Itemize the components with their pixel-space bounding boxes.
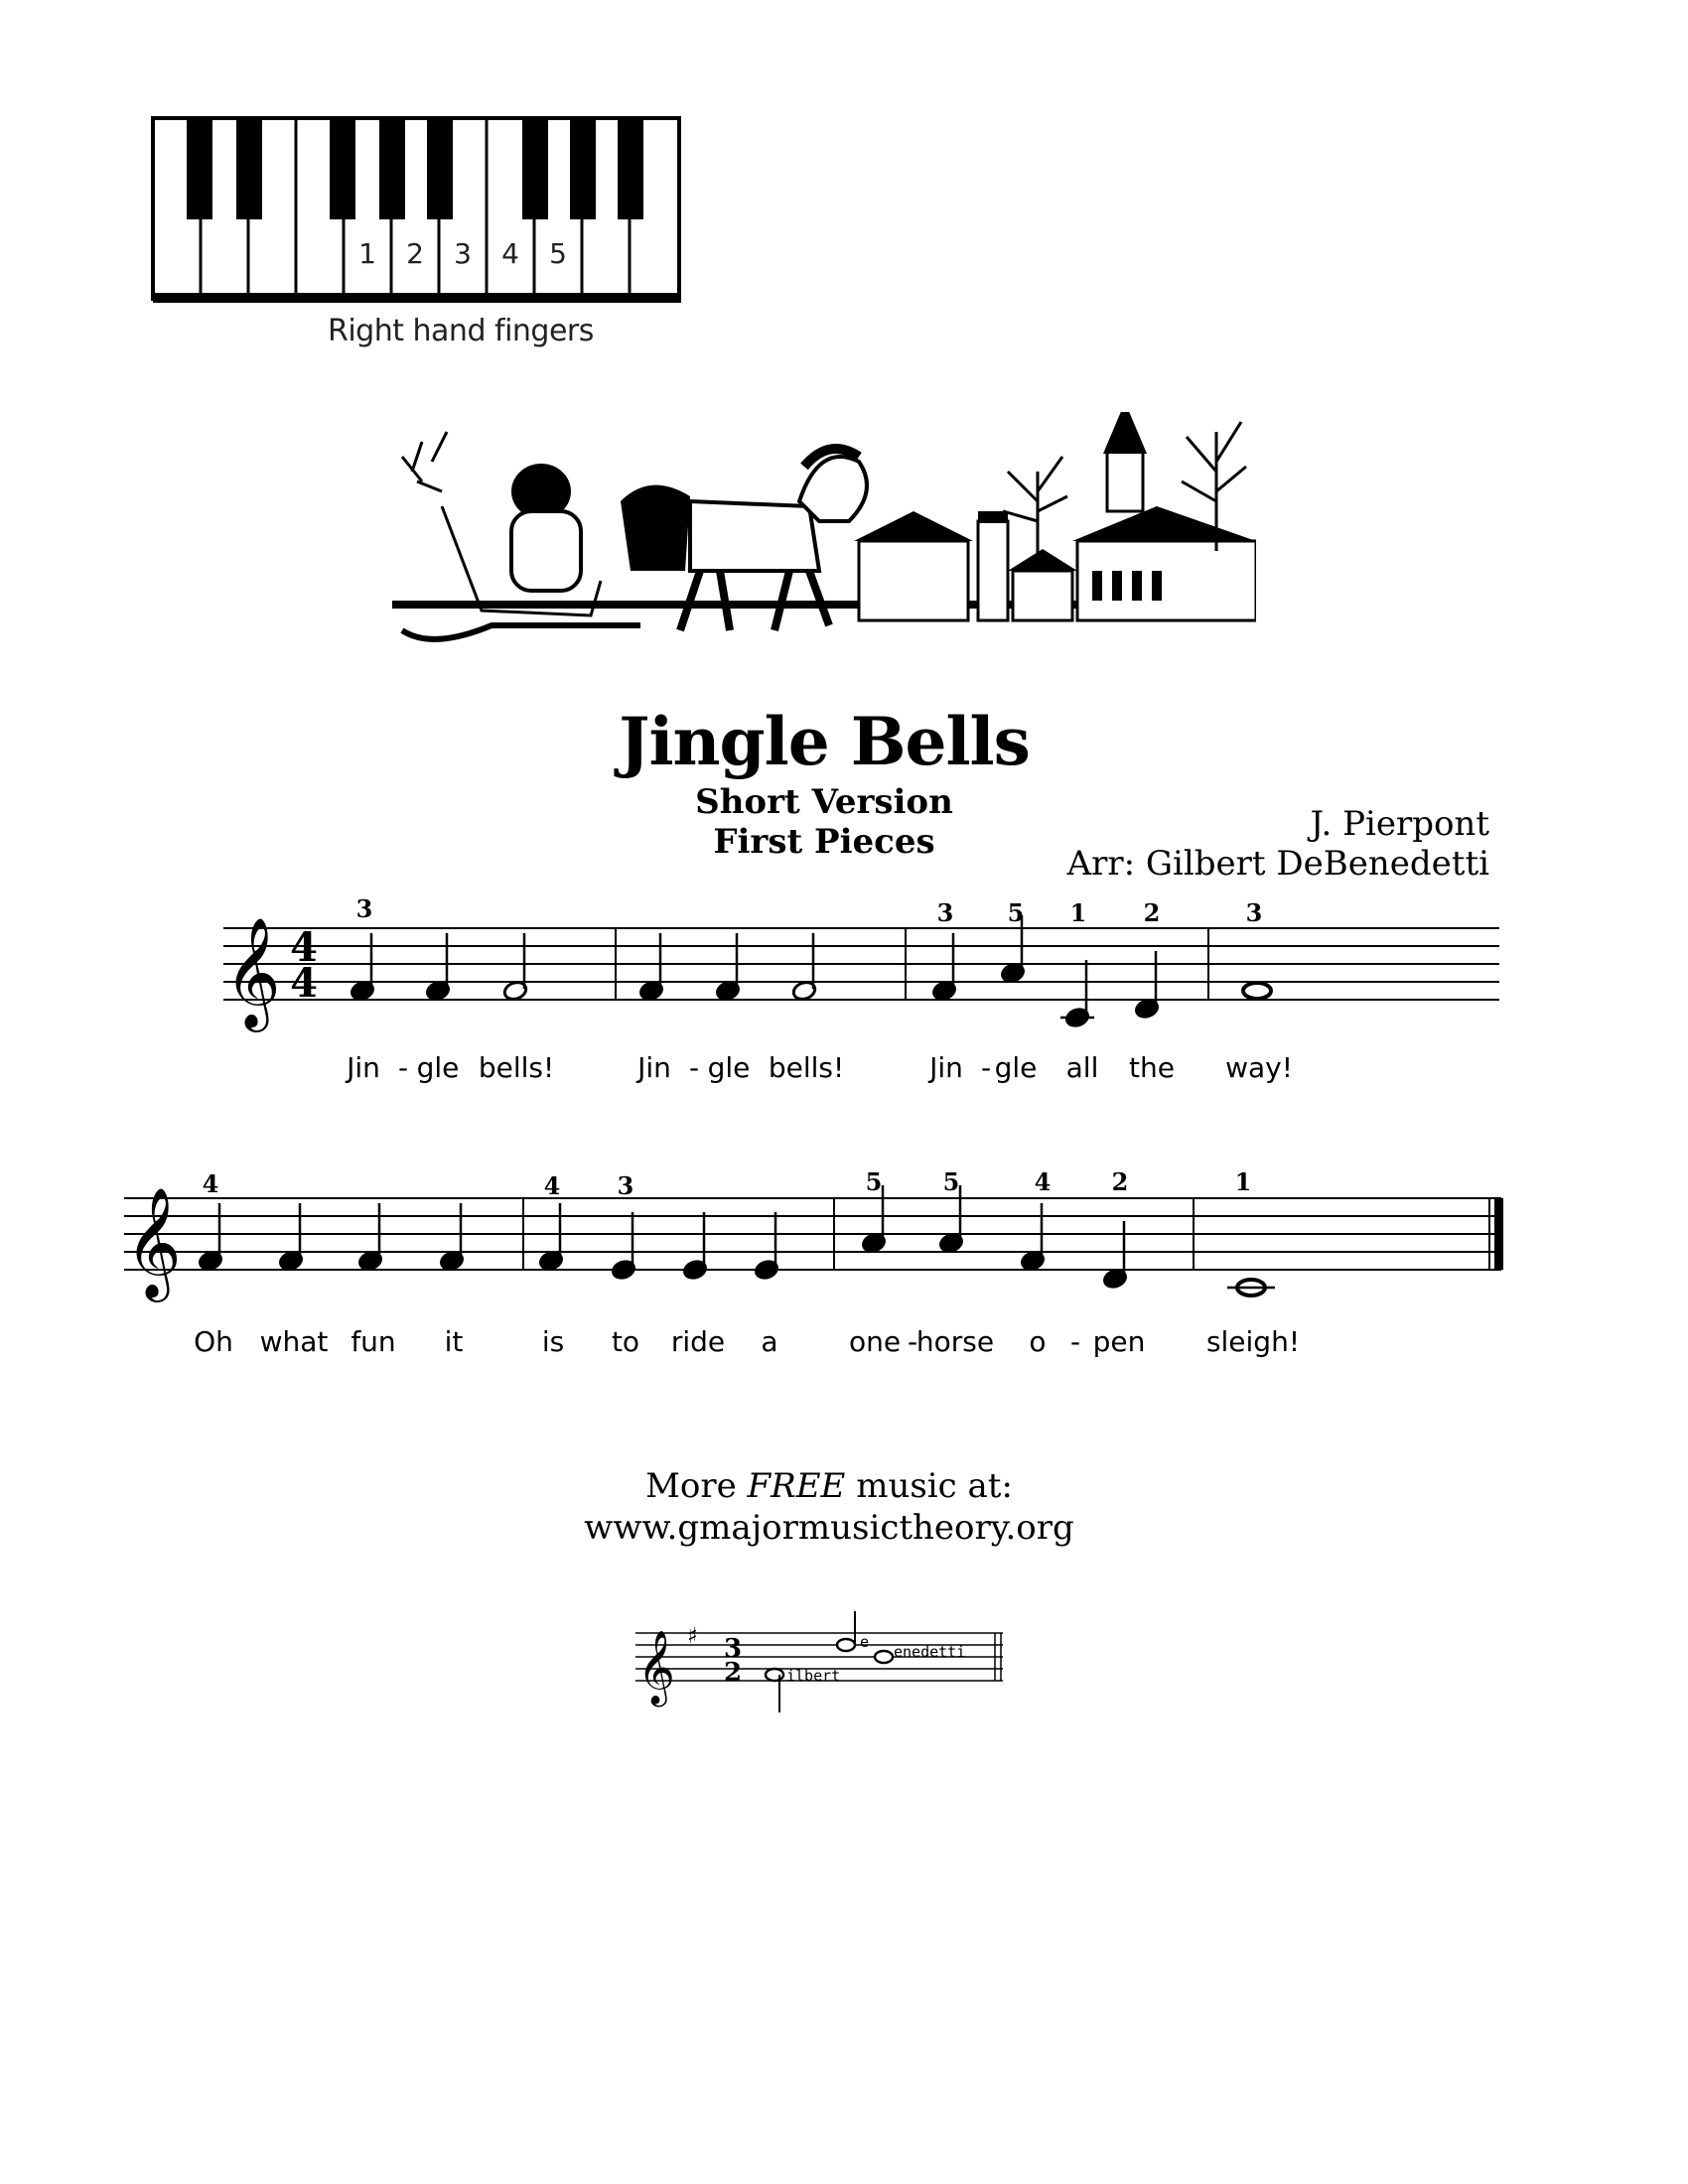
lyric-syllable: Oh xyxy=(194,1325,233,1358)
arranger: Arr: Gilbert DeBenedetti xyxy=(1066,844,1489,884)
lyric-syllable: Jin xyxy=(347,1051,380,1084)
note-d xyxy=(1134,998,1160,1021)
note-e-half xyxy=(502,980,528,1003)
gilbert-debenedetti-logo xyxy=(635,1603,1013,1722)
horse-rear xyxy=(621,485,690,571)
fingering: 3 xyxy=(1245,898,1263,927)
fingering: 5 xyxy=(942,1167,960,1196)
note-e xyxy=(931,980,957,1003)
fingering: 4 xyxy=(1034,1167,1052,1196)
footer-promo-line xyxy=(0,1466,1658,1506)
lyric-syllable: a xyxy=(761,1325,778,1358)
staff-system-1 xyxy=(223,928,1499,1000)
fingering: 4 xyxy=(543,1171,561,1200)
logo-word-de: e xyxy=(860,1633,870,1651)
finger-number-5: 5 xyxy=(549,237,567,270)
lyric-syllable: bells! xyxy=(478,1051,555,1084)
fingering: 1 xyxy=(1234,1167,1252,1196)
lyric-hyphen: - xyxy=(688,1051,700,1084)
treble-clef-icon: 𝄞 xyxy=(125,1186,182,1297)
composer: J. Pierpont xyxy=(1310,804,1489,844)
logo-time-signature-bottom: 2 xyxy=(723,1658,743,1688)
lyric-syllable: the xyxy=(1129,1051,1175,1084)
fingering: 5 xyxy=(1007,898,1025,927)
logo-note-d xyxy=(837,1639,855,1651)
fingering: 1 xyxy=(1069,898,1087,927)
rider-body xyxy=(511,511,581,591)
lyric-syllable: gle xyxy=(707,1051,751,1084)
note-g xyxy=(938,1232,964,1255)
logo-time-signature-top: 3 xyxy=(723,1634,743,1664)
notes-system-2 xyxy=(198,1185,1275,1296)
note-e-whole xyxy=(1243,983,1271,999)
logo-word-benedetti: enedetti xyxy=(894,1643,966,1661)
lyric-syllable: Jin xyxy=(929,1051,963,1084)
note-f xyxy=(538,1250,564,1273)
note-d xyxy=(1102,1268,1128,1291)
song-title: Jingle Bells xyxy=(619,703,1030,780)
note-e xyxy=(350,980,375,1003)
lyric-syllable: Jin xyxy=(637,1051,671,1084)
note-e xyxy=(425,980,451,1003)
lyric-syllable: all xyxy=(1065,1051,1099,1084)
sleigh-runner xyxy=(402,625,640,639)
fingering: 5 xyxy=(865,1167,883,1196)
logo-note-g xyxy=(766,1669,783,1681)
lyric-hyphen: - xyxy=(397,1051,409,1084)
song-subtitle-series: First Pieces xyxy=(713,822,935,862)
footer-website-link[interactable]: www.gmajormusictheory.org xyxy=(584,1508,1074,1548)
lyric-syllable: what xyxy=(259,1325,329,1358)
lyric-syllable: bells! xyxy=(768,1051,845,1084)
time-signature-top: 4 xyxy=(290,924,318,971)
lyric-syllable: gle xyxy=(994,1051,1038,1084)
lyric-hyphen: - xyxy=(907,1325,918,1358)
lyric-syllable: o xyxy=(1029,1325,1047,1358)
staff-system-2 xyxy=(124,1198,1501,1270)
lyric-syllable: is xyxy=(541,1325,565,1358)
lyric-hyphen: - xyxy=(1069,1325,1081,1358)
note-c xyxy=(1064,1007,1090,1029)
lyric-syllable: way! xyxy=(1225,1051,1293,1084)
finger-number-3: 3 xyxy=(454,237,472,270)
fingering: 2 xyxy=(1111,1167,1129,1196)
note-f xyxy=(1020,1250,1046,1273)
note-g xyxy=(861,1232,887,1255)
note-f xyxy=(439,1250,465,1273)
finger-number-4: 4 xyxy=(501,237,519,270)
lyric-syllable: horse xyxy=(915,1325,995,1358)
fingering: 3 xyxy=(936,898,954,927)
footer-text-pre: More xyxy=(645,1466,748,1506)
treble-clef-icon: 𝄞 xyxy=(224,916,281,1027)
lyric-syllable: one xyxy=(848,1325,902,1358)
note-e xyxy=(638,980,664,1003)
treble-clef-icon: 𝄞 xyxy=(637,1631,675,1705)
fingering: 2 xyxy=(1143,898,1161,927)
logo-note-b xyxy=(875,1651,893,1663)
note-e xyxy=(682,1259,708,1282)
lyric-syllable: to xyxy=(611,1325,640,1358)
lyric-syllable: gle xyxy=(416,1051,460,1084)
notes-system-1 xyxy=(350,915,1271,1028)
finger-number-1: 1 xyxy=(358,237,376,270)
piano-keyboard-diagram xyxy=(149,114,685,305)
note-e xyxy=(611,1259,636,1282)
left-tree-branches xyxy=(402,432,447,491)
sharp-icon: ♯ xyxy=(687,1624,698,1649)
note-f xyxy=(198,1250,223,1273)
logo-word-gilbert: ilbert xyxy=(786,1667,841,1685)
note-g xyxy=(1000,962,1026,985)
fingering: 4 xyxy=(202,1169,219,1198)
lyric-syllable: ride xyxy=(670,1325,726,1358)
lyric-syllable: it xyxy=(444,1325,464,1358)
final-barline-thick xyxy=(1494,1198,1503,1270)
note-f xyxy=(357,1250,383,1273)
horse-body xyxy=(690,501,819,571)
note-c-whole xyxy=(1237,1280,1265,1296)
note-e xyxy=(754,1259,779,1282)
note-e-half xyxy=(791,980,817,1003)
song-subtitle-version: Short Version xyxy=(695,782,953,822)
village-buildings xyxy=(854,412,1256,620)
keyboard-caption: Right hand fingers xyxy=(328,314,594,348)
note-f xyxy=(278,1250,304,1273)
lyric-syllable: pen xyxy=(1092,1325,1146,1358)
finger-number-2: 2 xyxy=(406,237,424,270)
lyric-hyphen: - xyxy=(980,1051,992,1084)
fingering: 3 xyxy=(617,1171,634,1200)
lyric-syllable: sleigh! xyxy=(1205,1325,1301,1358)
footer-free-emphasis: FREE xyxy=(747,1466,846,1506)
sleigh-village-illustration xyxy=(392,412,1256,655)
lyric-syllable: fun xyxy=(351,1325,396,1358)
note-e xyxy=(715,980,741,1003)
fingering: 3 xyxy=(355,894,373,923)
time-signature-bottom: 4 xyxy=(290,960,318,1007)
footer-text-post: music at: xyxy=(845,1466,1013,1506)
